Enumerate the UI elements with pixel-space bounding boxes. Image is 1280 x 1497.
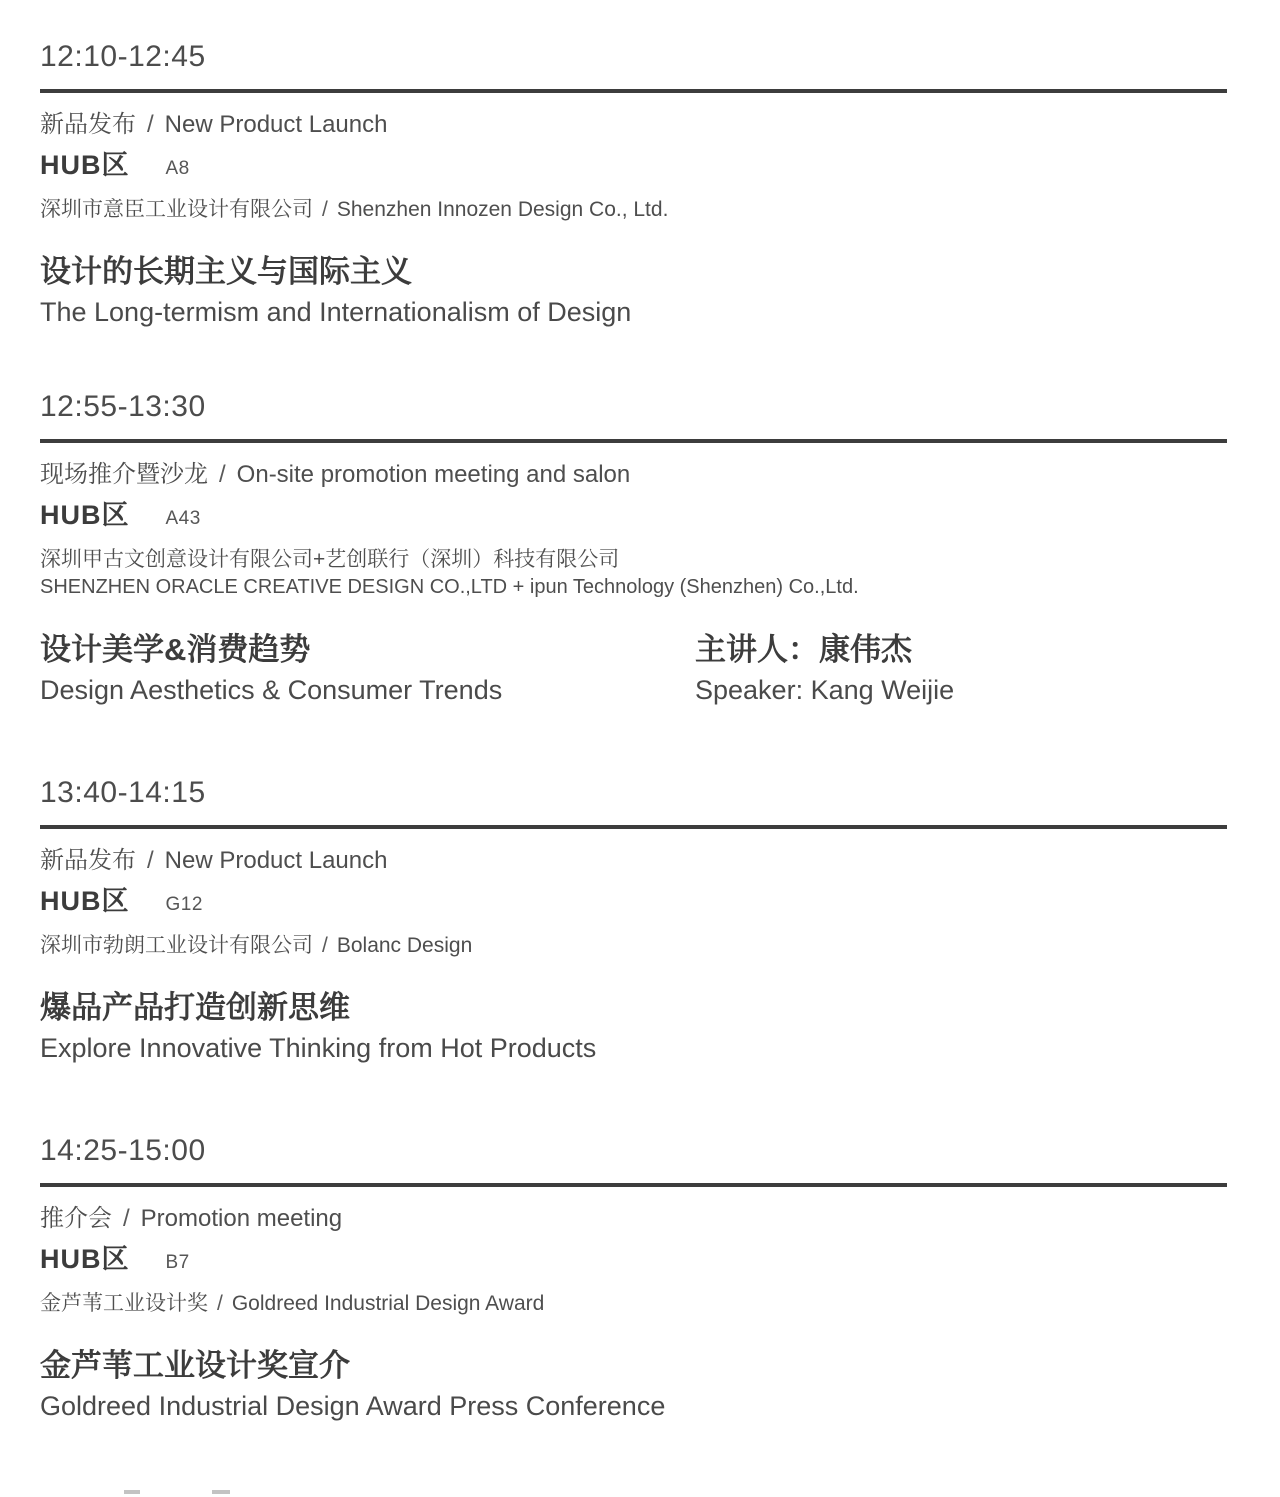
talk-title-cn: 设计的长期主义与国际主义: [40, 254, 412, 289]
company-line-cn: 深圳甲古文创意设计有限公司+艺创联行（深圳）科技有限公司: [40, 548, 620, 571]
venue-label: HUB区: [40, 1244, 130, 1274]
venue-line: [40, 1244, 1227, 1278]
talk-title-en: Goldreed Industrial Design Award Press Conference: [40, 1391, 666, 1421]
booth-code: B7: [165, 1252, 190, 1273]
talk-title-col: [40, 632, 695, 706]
cutoff-next-row-glyph: [124, 1490, 140, 1494]
session-block: [40, 776, 1227, 1064]
company-line-en: SHENZHEN ORACLE CREATIVE DESIGN CO.,LTD + ipun Technology (Shenzhen) Co.,Ltd.: [40, 576, 859, 598]
booth-code: A43: [165, 508, 201, 529]
event-type-line: [40, 1205, 1227, 1233]
speaker-col: [695, 632, 1227, 706]
session-time: 14:25-15:00: [40, 1134, 206, 1167]
slash-separator: /: [322, 934, 328, 957]
session-time: 12:55-13:30: [40, 390, 206, 423]
event-type-line: [40, 111, 1227, 139]
talk-title-row: [40, 990, 1227, 1064]
session-divider: [40, 1183, 1227, 1187]
event-type-line: [40, 847, 1227, 875]
slash-separator: /: [217, 1292, 223, 1315]
speaker-en: Speaker: Kang Weijie: [695, 675, 955, 705]
talk-title-en: Design Aesthetics & Consumer Trends: [40, 675, 503, 705]
talk-title-row: [40, 254, 1227, 328]
slash-separator: /: [147, 111, 154, 138]
event-type-en: On-site promotion meeting and salon: [236, 461, 631, 488]
event-type-en: New Product Launch: [164, 847, 388, 874]
session-divider: [40, 439, 1227, 443]
company-cn: 深圳市勃朗工业设计有限公司: [40, 934, 313, 957]
slash-separator: /: [147, 847, 154, 874]
session-divider: [40, 89, 1227, 93]
talk-title-col: [40, 254, 695, 328]
company-line: [40, 197, 1227, 222]
venue-line: [40, 150, 1227, 184]
session-time: 12:10-12:45: [40, 40, 206, 73]
company-cn: 金芦苇工业设计奖: [40, 1292, 208, 1315]
slash-separator: /: [123, 1205, 130, 1232]
company-line: [40, 1291, 1227, 1316]
venue-label: HUB区: [40, 150, 130, 180]
venue-label: HUB区: [40, 500, 130, 530]
slash-separator: /: [219, 461, 226, 488]
company-line: [40, 933, 1227, 958]
venue-label: HUB区: [40, 886, 130, 916]
session-divider: [40, 825, 1227, 829]
company-en: Bolanc Design: [336, 934, 473, 957]
cutoff-next-row-glyph: [212, 1490, 230, 1494]
company-en: Goldreed Industrial Design Award: [231, 1292, 545, 1315]
slash-separator: /: [322, 198, 328, 221]
company-cn: 深圳市意臣工业设计有限公司: [40, 198, 313, 221]
venue-line: [40, 500, 1227, 534]
talk-title-en: Explore Innovative Thinking from Hot Products: [40, 1033, 597, 1063]
booth-code: A8: [165, 158, 190, 179]
talk-title-row: [40, 1348, 1227, 1422]
talk-title-cn: 金芦苇工业设计奖宣介: [40, 1348, 350, 1383]
talk-title-cn: 设计美学&消费趋势: [40, 632, 311, 667]
venue-line: [40, 886, 1227, 920]
talk-title-cn: 爆品产品打造创新思维: [40, 990, 350, 1025]
talk-title-row: [40, 632, 1227, 706]
event-type-cn: 推介会: [40, 1205, 112, 1232]
booth-code: G12: [165, 894, 203, 915]
event-type-cn: 新品发布: [40, 847, 136, 874]
event-type-en: New Product Launch: [164, 111, 388, 138]
event-type-en: Promotion meeting: [140, 1205, 343, 1232]
talk-title-col: [40, 990, 695, 1064]
session-block: [40, 40, 1227, 328]
company-en: Shenzhen Innozen Design Co., Ltd.: [336, 198, 669, 221]
speaker-cn: 主讲人：康伟杰: [695, 632, 912, 667]
event-type-cn: 现场推介暨沙龙: [40, 461, 208, 488]
event-type-line: [40, 461, 1227, 489]
session-time: 13:40-14:15: [40, 776, 206, 809]
talk-title-col: [40, 1348, 695, 1422]
session-block: [40, 1134, 1227, 1422]
session-block: [40, 390, 1227, 706]
talk-title-en: The Long-termism and Internationalism of Design: [40, 297, 632, 327]
event-type-cn: 新品发布: [40, 111, 136, 138]
